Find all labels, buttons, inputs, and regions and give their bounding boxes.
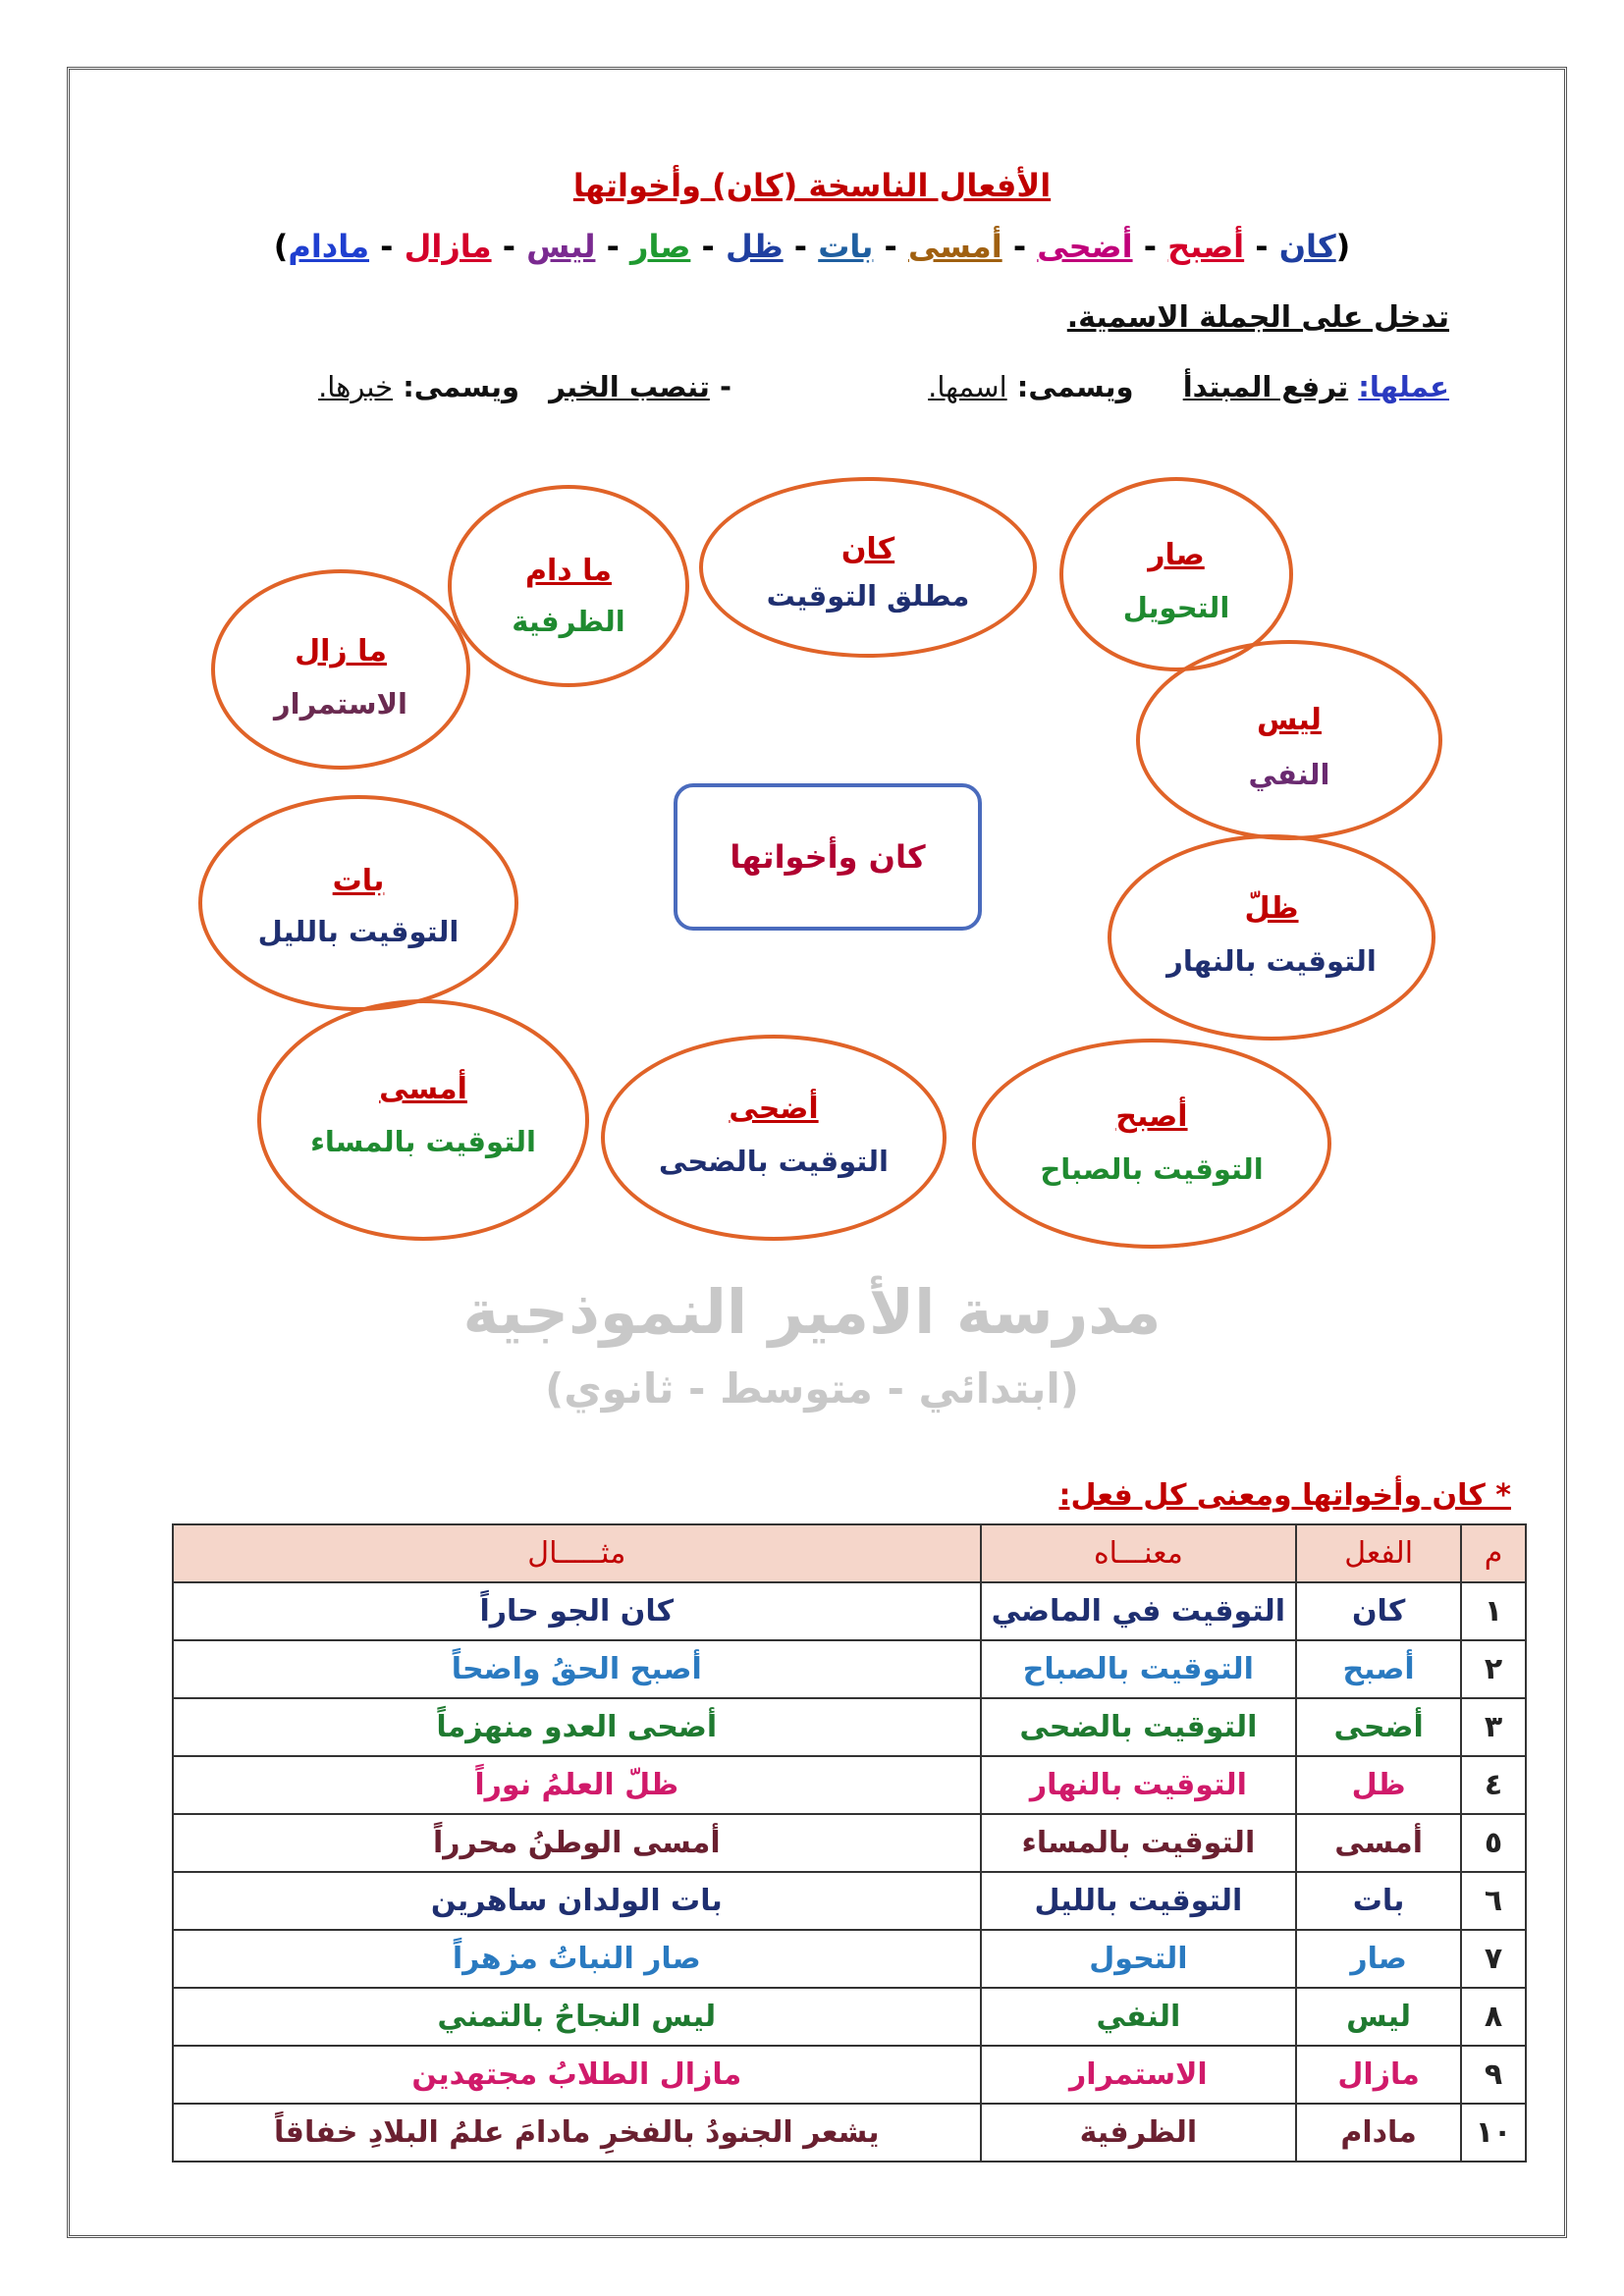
cell-verb: ظل bbox=[1296, 1756, 1461, 1814]
oval-verb: أصبح bbox=[1115, 1099, 1188, 1134]
enters-sentence: تدخل على الجملة الاسمية. bbox=[1066, 300, 1449, 335]
cell-meaning: التوقيت بالصباح bbox=[981, 1640, 1297, 1698]
cell-verb: أصبح bbox=[1296, 1640, 1461, 1698]
cell-num: ٦ bbox=[1461, 1872, 1526, 1930]
verbs-list bbox=[0, 228, 1624, 265]
header-example: مثـــــال bbox=[173, 1524, 981, 1582]
table-row bbox=[173, 1582, 1526, 1640]
cell-num: ٨ bbox=[1461, 1988, 1526, 2046]
oval-zalla bbox=[1108, 834, 1435, 1041]
oval-verb: ظلّ bbox=[1244, 891, 1299, 926]
oval-adha bbox=[601, 1035, 947, 1241]
cell-meaning: التوقيت بالضحى bbox=[981, 1698, 1297, 1756]
cell-num: ١٠ bbox=[1461, 2104, 1526, 2162]
oval-verb: أضحى bbox=[729, 1092, 819, 1126]
oval-meaning: التوقيت بالنهار bbox=[1166, 944, 1377, 978]
verb-8: مازال bbox=[404, 228, 492, 265]
cell-num: ٤ bbox=[1461, 1756, 1526, 1814]
page-title: الأفعال الناسخة (كان) وأخواتها bbox=[572, 167, 1052, 204]
cell-verb: أضحى bbox=[1296, 1698, 1461, 1756]
verb-1: أصبح bbox=[1167, 228, 1245, 265]
cell-verb: أمسى bbox=[1296, 1814, 1461, 1872]
cell-num: ٧ bbox=[1461, 1930, 1526, 1988]
header-num: م bbox=[1461, 1524, 1526, 1582]
table-row bbox=[173, 1698, 1526, 1756]
watermark-school: مدرسة الأمير النموذجية bbox=[462, 1276, 1162, 1348]
cell-num: ٢ bbox=[1461, 1640, 1526, 1698]
table-row bbox=[173, 2104, 1526, 2162]
cell-example: أصبح الحقُ واضحاً bbox=[173, 1640, 981, 1698]
verb-separator: - bbox=[783, 228, 819, 265]
oval-verb: ليس bbox=[1257, 703, 1322, 737]
cell-example: ظلّ العلمُ نوراً bbox=[173, 1756, 981, 1814]
oval-mazala bbox=[211, 569, 470, 770]
cell-verb: بات bbox=[1296, 1872, 1461, 1930]
oval-laysa bbox=[1136, 640, 1442, 840]
oval-kana bbox=[699, 477, 1037, 658]
oval-meaning: مطلق التوقيت bbox=[766, 579, 970, 613]
cell-meaning: التوقيت بالليل bbox=[981, 1872, 1297, 1930]
verb-2: أضحى bbox=[1037, 228, 1133, 265]
oval-meaning: التوقيت بالليل bbox=[257, 915, 460, 948]
verb-separator: - bbox=[491, 228, 527, 265]
oval-asbaha bbox=[972, 1039, 1331, 1249]
watermark-levels: (ابتدائي - متوسط - ثانوي) bbox=[545, 1364, 1079, 1413]
oval-amsa bbox=[257, 999, 589, 1241]
verb-9: مادام bbox=[288, 228, 370, 265]
work-raise: ترفع المبتدأ bbox=[1182, 370, 1349, 403]
verb-separator: - bbox=[690, 228, 726, 265]
table-row bbox=[173, 1640, 1526, 1698]
table-row bbox=[173, 1814, 1526, 1872]
cell-meaning: الظرفية bbox=[981, 2104, 1297, 2162]
table-row bbox=[173, 1988, 1526, 2046]
verbs-open-paren: ( bbox=[1335, 228, 1351, 265]
oval-meaning: الظرفية bbox=[512, 605, 625, 638]
verb-0: كان bbox=[1278, 228, 1336, 265]
diagram-center: كان وأخواتها bbox=[674, 783, 982, 931]
oval-meaning: الاستمرار bbox=[273, 687, 407, 721]
verb-separator: - bbox=[1001, 228, 1038, 265]
oval-verb: كان bbox=[840, 532, 895, 566]
cell-verb: صار bbox=[1296, 1930, 1461, 1988]
oval-meaning: النفي bbox=[1248, 758, 1330, 791]
cell-example: بات الولدان ساهرين bbox=[173, 1872, 981, 1930]
oval-verb: أمسى bbox=[379, 1072, 467, 1106]
work-line bbox=[318, 370, 1449, 403]
verb-separator: - bbox=[873, 228, 908, 265]
cell-example: أضحى العدو منهزماً bbox=[173, 1698, 981, 1756]
cell-num: ٩ bbox=[1461, 2046, 1526, 2104]
cell-meaning: التوقيت بالمساء bbox=[981, 1814, 1297, 1872]
cell-verb: مازال bbox=[1296, 2046, 1461, 2104]
oval-meaning: التحويل bbox=[1122, 591, 1230, 624]
work-ism: اسمها. bbox=[928, 370, 1007, 403]
oval-bata bbox=[198, 795, 518, 1011]
cell-example: أمسى الوطنُ محرراً bbox=[173, 1814, 981, 1872]
verb-separator: - bbox=[595, 228, 631, 265]
table-row bbox=[173, 1930, 1526, 1988]
verbs-table bbox=[172, 1523, 1527, 2163]
cell-verb: مادام bbox=[1296, 2104, 1461, 2162]
table-row bbox=[173, 1872, 1526, 1930]
oval-meaning: التوقيت بالمساء bbox=[310, 1125, 536, 1158]
cell-verb: ليس bbox=[1296, 1988, 1461, 2046]
oval-verb: صار bbox=[1148, 538, 1205, 572]
oval-meaning: التوقيت بالصباح bbox=[1040, 1152, 1264, 1186]
verb-separator: - bbox=[369, 228, 405, 265]
work-nasb: تنصب الخبر bbox=[549, 370, 710, 403]
verb-7: ليس bbox=[526, 228, 596, 265]
cell-example: يشعر الجنودُ بالفخرِ مادامَ علمُ البلادِ خفاقاً bbox=[173, 2104, 981, 2162]
cell-example: صار النباتُ مزهراً bbox=[173, 1930, 981, 1988]
work-named-1: ويسمى: bbox=[1016, 370, 1134, 403]
oval-madama bbox=[448, 485, 689, 687]
header-meaning: معنـــاه bbox=[981, 1524, 1297, 1582]
oval-meaning: التوقيت بالضحى bbox=[659, 1145, 889, 1178]
work-label: عملها: bbox=[1358, 370, 1449, 403]
work-khabar: خبرها. bbox=[318, 370, 394, 403]
cell-meaning: الاستمرار bbox=[981, 2046, 1297, 2104]
table-row bbox=[173, 2046, 1526, 2104]
table-header-row bbox=[173, 1524, 1526, 1582]
work-dash: - bbox=[719, 370, 731, 403]
verb-separator: - bbox=[1132, 228, 1168, 265]
oval-verb: بات bbox=[332, 864, 385, 898]
cell-example: مازال الطلابُ مجتهدين bbox=[173, 2046, 981, 2104]
table-caption: * كان وأخواتها ومعنى كل فعل: bbox=[1058, 1478, 1511, 1513]
header-verb: الفعل bbox=[1296, 1524, 1461, 1582]
cell-num: ١ bbox=[1461, 1582, 1526, 1640]
cell-num: ٥ bbox=[1461, 1814, 1526, 1872]
table-row bbox=[173, 1756, 1526, 1814]
cell-meaning: التوقيت في الماضي bbox=[981, 1582, 1297, 1640]
verb-5: ظل bbox=[725, 228, 784, 265]
verbs-close-paren: ) bbox=[273, 228, 289, 265]
cell-meaning: التحول bbox=[981, 1930, 1297, 1988]
cell-verb: كان bbox=[1296, 1582, 1461, 1640]
cell-meaning: النفي bbox=[981, 1988, 1297, 2046]
cell-example: كان الجو حاراً bbox=[173, 1582, 981, 1640]
verb-separator: - bbox=[1244, 228, 1279, 265]
oval-verb: ما زال bbox=[295, 634, 387, 668]
work-named-2: ويسمى: bbox=[403, 370, 520, 403]
cell-num: ٣ bbox=[1461, 1698, 1526, 1756]
verb-3: أمسى bbox=[907, 228, 1002, 265]
verb-6: صار bbox=[630, 228, 691, 265]
verb-4: بات bbox=[818, 228, 874, 265]
cell-meaning: التوقيت بالنهار bbox=[981, 1756, 1297, 1814]
cell-example: ليس النجاحُ بالتمني bbox=[173, 1988, 981, 2046]
oval-verb: ما دام bbox=[525, 554, 612, 588]
